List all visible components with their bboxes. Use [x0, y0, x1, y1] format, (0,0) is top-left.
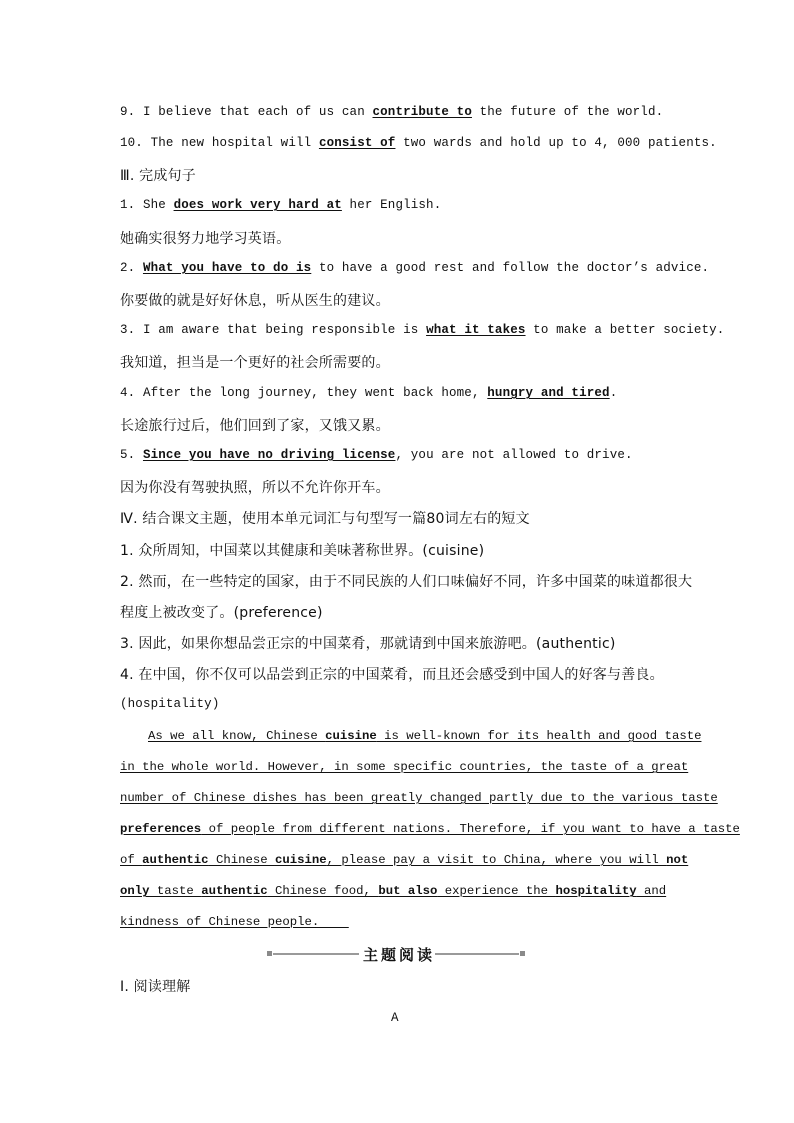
sentence-item-1 — [120, 198, 441, 212]
item-text: . — [609, 386, 618, 400]
essay-text: of people from different nations. Therefore, if you want to have a taste — [201, 822, 740, 836]
keyword: hospitality — [555, 884, 637, 898]
item-text: 2. — [120, 261, 143, 275]
exercise-item-9 — [120, 105, 663, 119]
answer-fill: contribute to — [372, 105, 472, 119]
section-title: 主题阅读 — [363, 946, 436, 964]
keyword: cuisine — [274, 853, 327, 867]
prompt-2: 2. 然而，在一些特定的国家，由于不同民族的人们口味偏好不同，许多中国菜的味道都很大 — [120, 574, 693, 590]
essay-line: in the whole world. However, in some specific countries, the taste of a great — [120, 760, 689, 774]
translation-2: 你要做的就是好好休息，听从医生的建议。 — [120, 293, 390, 309]
prompt-4-keyword: (hospitality) — [120, 697, 220, 711]
item-text: two wards and hold up to 4, 000 patients. — [395, 136, 717, 150]
keyword: only — [120, 884, 150, 898]
essay-text: is well-known for its health and good taste — [376, 729, 702, 743]
item-text: the future of the world. — [471, 105, 664, 119]
essay-text: and — [636, 884, 667, 898]
essay-text: taste — [149, 884, 202, 898]
item-text: her English. — [341, 198, 442, 212]
divider-line — [435, 953, 519, 955]
answer-fill: what it takes — [426, 323, 526, 337]
section-divider — [267, 946, 525, 962]
essay-text: Chinese — [208, 853, 275, 867]
essay-line — [120, 884, 666, 898]
item-text: 1. She — [120, 198, 174, 212]
essay-line — [120, 822, 740, 836]
divider-dot — [267, 951, 272, 956]
item-text: to make a better society. — [525, 323, 725, 337]
answer-fill: What you have to do is — [142, 261, 312, 275]
translation-3: 我知道，担当是一个更好的社会所需要的。 — [120, 355, 390, 371]
exercise-item-10 — [120, 136, 717, 150]
answer-fill: hungry and tired — [487, 386, 610, 400]
translation-5: 因为你没有驾驶执照，所以不允许你开车。 — [120, 480, 390, 496]
essay-line — [148, 729, 701, 743]
essay-text: of — [120, 853, 143, 867]
essay-text: Chinese food, — [267, 884, 379, 898]
section-heading-4: Ⅳ. 结合课文主题，使用本单元词汇与句型写一篇80词左右的短文 — [120, 511, 530, 527]
divider-dot — [520, 951, 525, 956]
answer-fill: does work very hard at — [173, 198, 342, 212]
keyword: cuisine — [325, 729, 377, 743]
prompt-3: 3. 因此，如果你想品尝正宗的中国菜肴，那就请到中国来旅游吧。(authentic) — [120, 636, 616, 652]
item-text: 9. I believe that each of us can — [120, 105, 373, 119]
divider-line — [273, 953, 359, 955]
keyword: not — [666, 853, 689, 867]
item-text: 5. — [120, 448, 143, 462]
prompt-4: 4. 在中国，你不仅可以品尝到正宗的中国菜肴，而且还会感受到中国人的好客与善良。 — [120, 667, 664, 683]
translation-4: 长途旅行过后，他们回到了家，又饿又累。 — [120, 418, 390, 434]
essay-text: , please pay a visit to China, where you will — [326, 853, 667, 867]
item-text: 4. After the long journey, they went back home, — [120, 386, 488, 400]
sentence-item-3 — [120, 323, 724, 337]
keyword: authentic — [142, 853, 209, 867]
sentence-item-5 — [120, 448, 633, 462]
essay-text: As we all know, Chinese — [148, 729, 326, 743]
reading-heading: Ⅰ. 阅读理解 — [120, 979, 191, 995]
item-text: , you are not allowed to drive. — [395, 448, 633, 462]
essay-line — [120, 853, 688, 867]
translation-1: 她确实很努力地学习英语。 — [120, 231, 291, 247]
essay-line: number of Chinese dishes has been greatly changed partly due to the various taste — [120, 791, 718, 805]
essay-line: kindness of Chinese people. — [120, 915, 349, 929]
passage-label: A — [391, 1011, 399, 1025]
prompt-2-continued: 程度上被改变了。(preference) — [120, 605, 323, 621]
item-text: 3. I am aware that being responsible is — [120, 323, 427, 337]
sentence-item-4 — [120, 386, 617, 400]
keyword: but also — [378, 884, 438, 898]
prompt-1: 1. 众所周知，中国菜以其健康和美味著称世界。(cuisine) — [120, 543, 485, 559]
answer-fill: Since you have no driving license — [142, 448, 396, 462]
essay-text: experience the — [437, 884, 556, 898]
item-text: 10. The new hospital will — [120, 136, 319, 150]
section-heading-3: Ⅲ. 完成句子 — [120, 168, 196, 184]
item-text: to have a good rest and follow the doctor’s advice. — [311, 261, 710, 275]
answer-fill: consist of — [318, 136, 396, 150]
keyword: preferences — [120, 822, 202, 836]
keyword: authentic — [201, 884, 268, 898]
sentence-item-2 — [120, 261, 709, 275]
